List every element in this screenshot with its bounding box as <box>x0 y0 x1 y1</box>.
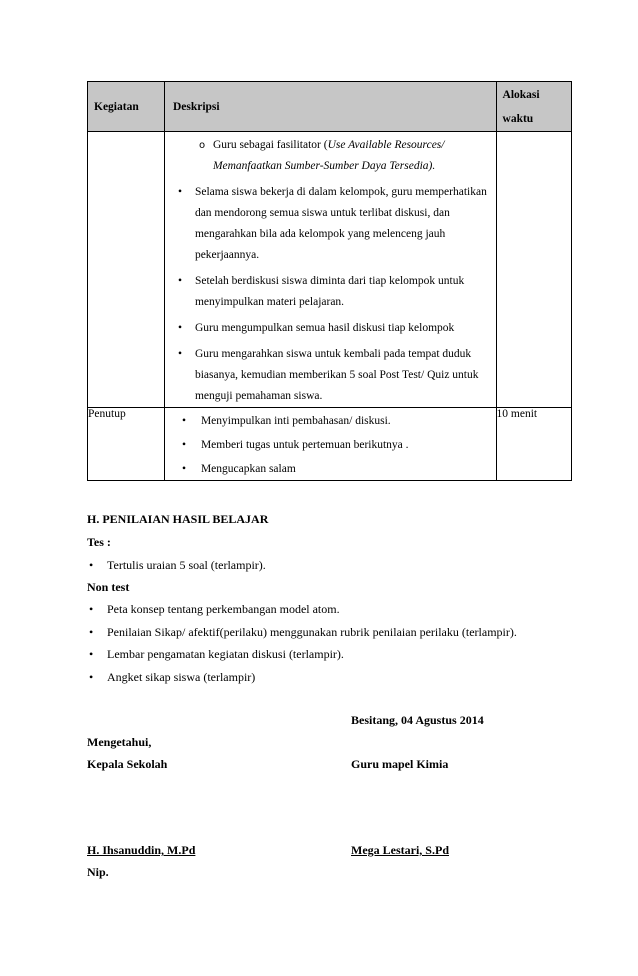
bullet-icon: • <box>177 186 182 198</box>
nontest-label: Non test <box>87 580 130 594</box>
bullet-icon: • <box>89 625 94 639</box>
cell-deskripsi-penutup <box>164 408 496 481</box>
bullet-icon: • <box>181 439 186 451</box>
header-alokasi-waktu: Alokasi waktu <box>496 82 571 132</box>
left-signatory-name: H. Ihsanuddin, M.Pd <box>87 843 196 857</box>
list-item: • Guru mengarahkan siswa untuk kembali pada tempat duduk biasanya, kemudian memberikan 5 soal Post Test/ Quiz untuk menguji pemahaman siswa. <box>165 344 496 407</box>
list-item: • Angket sikap siswa (terlampir) <box>89 670 256 684</box>
tes-label: Tes : <box>87 535 111 549</box>
right-role: Guru mapel Kimia <box>351 757 449 771</box>
bullet-icon: • <box>177 322 182 334</box>
list-item: • Memberi tugas untuk pertemuan berikutnya . <box>165 435 496 456</box>
cell-alokasi-empty <box>496 132 571 408</box>
bullet-icon: • <box>89 602 94 616</box>
cell-kegiatan-penutup: Penutup <box>88 408 165 481</box>
table-row-core <box>88 132 572 408</box>
list-item: • Peta konsep tentang perkembangan model atom. <box>89 602 340 616</box>
left-role: Kepala Sekolah <box>87 757 168 771</box>
nip-label: Nip. <box>87 865 109 879</box>
activity-table <box>87 81 572 481</box>
section-heading: H. PENILAIAN HASIL BELAJAR <box>87 512 269 526</box>
list-item: • Menyimpulkan inti pembahasan/ diskusi. <box>165 411 496 432</box>
table-header-row <box>88 82 572 132</box>
bullet-icon: • <box>177 275 182 287</box>
bullet-icon: • <box>181 415 186 427</box>
cell-deskripsi-core <box>164 132 496 408</box>
list-item: • Selama siswa bekerja di dalam kelompok, guru memperhatikan dan mendorong semua siswa untuk terlibat diskusi, dan mengarahkan bila ada kelompok yang melenceng jauh pekerjaannya. <box>165 182 496 266</box>
bullet-icon: • <box>181 463 186 475</box>
cell-kegiatan-empty <box>88 132 165 408</box>
list-item: • Lembar pengamatan kegiatan diskusi (terlampir). <box>89 647 344 661</box>
list-item: • Guru mengumpulkan semua hasil diskusi tiap kelompok <box>165 318 496 339</box>
mengetahui-label: Mengetahui, <box>87 735 152 749</box>
cell-alokasi-penutup: 10 menit <box>496 408 571 481</box>
sub-item: o Guru sebagai fasilitator (Use Available Resources/ Memanfaatkan Sumber-Sumber Daya Tersedia). <box>165 135 496 177</box>
bullet-icon: • <box>177 348 182 360</box>
list-item: • Mengucapkan salam <box>165 459 496 480</box>
table-row-penutup <box>88 408 572 481</box>
list-item: • Tertulis uraian 5 soal (terlampir). <box>89 558 266 572</box>
header-kegiatan: Kegiatan <box>88 82 165 132</box>
list-item: • Setelah berdiskusi siswa diminta dari tiap kelompok untuk menyimpulkan materi pelajaran. <box>165 271 496 313</box>
bullet-icon: • <box>89 647 94 661</box>
circle-bullet-icon: o <box>198 140 206 151</box>
bullet-icon: • <box>89 558 94 572</box>
bullet-icon: • <box>89 670 94 684</box>
header-deskripsi: Deskripsi <box>164 82 496 132</box>
list-item: • Penilaian Sikap/ afektif(perilaku) menggunakan rubrik penilaian perilaku (terlampir). <box>89 625 517 639</box>
right-signatory-name: Mega Lestari, S.Pd <box>351 843 449 857</box>
place-date: Besitang, 04 Agustus 2014 <box>351 713 484 727</box>
